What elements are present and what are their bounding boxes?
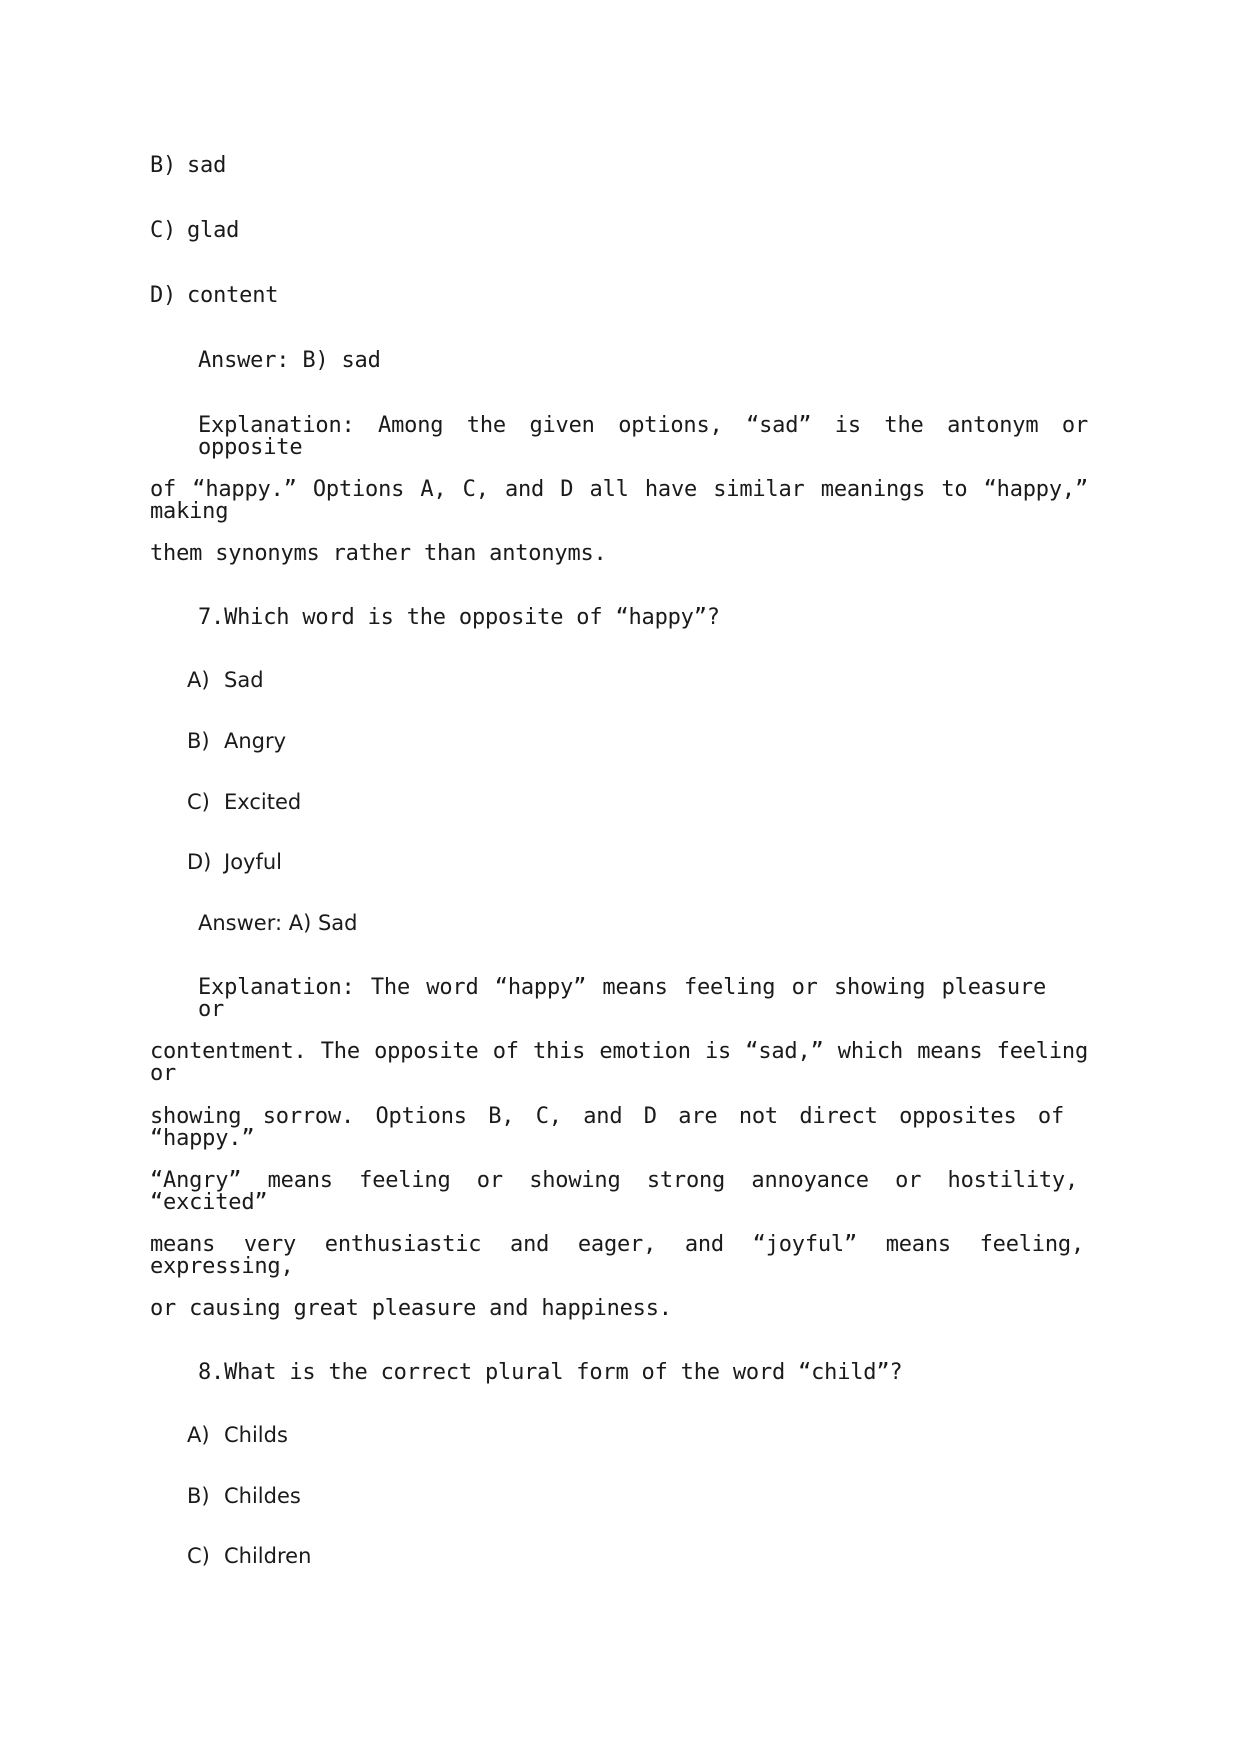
option-letter: C) xyxy=(187,1544,210,1568)
q7-option-b xyxy=(187,731,286,752)
option-letter: B) xyxy=(187,1484,210,1508)
option-c xyxy=(150,220,239,242)
option-letter: D) xyxy=(150,283,177,308)
option-text: content xyxy=(187,283,279,308)
option-text: Sad xyxy=(224,668,264,692)
option-text: Children xyxy=(224,1544,312,1568)
explanation-line: or causing great pleasure and happiness. xyxy=(150,1296,672,1321)
q7-option-a xyxy=(187,670,264,691)
explanation-line: showing sorrow. Options B, C, and D are not direct opposites of “happy.” xyxy=(150,1104,1064,1151)
q7-answer: Answer: A) Sad xyxy=(198,911,358,935)
q7-option-d xyxy=(187,852,282,873)
option-letter: C) xyxy=(150,218,177,243)
explanation-line: of “happy.” Options A, C, and D all have similar meanings to “happy,” making xyxy=(150,477,1088,524)
option-text: Angry xyxy=(224,729,287,753)
option-letter: C) xyxy=(187,790,210,814)
explanation-line: them synonyms rather than antonyms. xyxy=(150,541,607,566)
option-d xyxy=(150,285,278,307)
option-text: glad xyxy=(187,218,240,243)
answer-line: Answer: B) sad xyxy=(198,348,381,373)
option-letter: B) xyxy=(187,729,210,753)
explanation-line: Explanation: The word “happy” means feeling or showing pleasure or xyxy=(198,975,1046,1022)
option-letter: B) xyxy=(150,153,177,178)
q8-option-a xyxy=(187,1425,288,1446)
option-text: Joyful xyxy=(224,850,283,874)
option-letter: A) xyxy=(187,1423,210,1447)
explanation-line: contentment. The opposite of this emotion is “sad,” which means feeling or xyxy=(150,1039,1088,1086)
option-letter: D) xyxy=(187,850,212,874)
explanation-line: “Angry” means feeling or showing strong annoyance or hostility, “excited” xyxy=(150,1168,1078,1215)
explanation-line: means very enthusiastic and eager, and “joyful” means feeling, expressing, xyxy=(150,1232,1084,1279)
option-text: Excited xyxy=(224,790,302,814)
q7-option-c xyxy=(187,792,301,813)
option-text: Childes xyxy=(224,1484,301,1508)
question-8: 8.What is the correct plural form of the word “child”? xyxy=(198,1360,903,1385)
q8-option-b xyxy=(187,1486,301,1507)
option-text: Childs xyxy=(224,1423,288,1447)
option-text: sad xyxy=(187,153,227,178)
question-7: 7.Which word is the opposite of “happy”? xyxy=(198,605,720,630)
q8-option-c xyxy=(187,1546,311,1567)
option-letter: A) xyxy=(187,668,210,692)
option-b xyxy=(150,155,226,177)
explanation-line: Explanation: Among the given options, “sad” is the antonym or opposite xyxy=(198,413,1088,460)
